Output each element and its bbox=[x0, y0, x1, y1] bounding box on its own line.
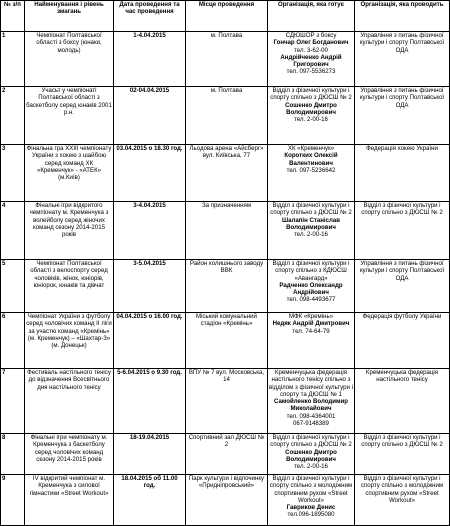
row-number: 9 bbox=[1, 475, 25, 526]
prep-org: Відділ з фізичної культури і спорту спільно з ДЮСШ № 2 bbox=[270, 87, 352, 102]
preparing-org bbox=[268, 202, 355, 260]
event-name: Чемпіонат України з футболу серед чоловічих команд ІІ ліги за участю команд «Кремінь» (м. Кременчук) – «Шахтар-3» (м. Донецьк) bbox=[25, 313, 114, 369]
event-place: Льодова арена «Айсберг» вул. Київська, 77 bbox=[186, 145, 268, 202]
preparing-org bbox=[268, 87, 355, 145]
event-name: ІV відкритий чемпіонат м. Кременчука з силової гімнастики «Street Workout» bbox=[25, 475, 114, 526]
prep-org: Відділ з фізичної культури і спорту спільно з ДЮСШ № 2 bbox=[270, 434, 352, 449]
conducting-org: Федерація футболу України bbox=[355, 313, 450, 369]
table-row bbox=[1, 145, 450, 202]
prep-person: Сошенко Дмитро Володимирович bbox=[285, 448, 337, 463]
event-name: Фінальні ігри відкритого чемпіонату м. Кременчука з волейболу серед жіночих команд сезону 2014-2015 років bbox=[25, 202, 114, 260]
prep-phone: тел. 098-4493677 bbox=[286, 296, 336, 304]
event-place: м. Полтава bbox=[186, 87, 268, 145]
prep-phone: тел. 2-00-16 bbox=[294, 463, 328, 471]
table-row bbox=[1, 313, 450, 369]
event-date: 02-04.04.2015 bbox=[114, 87, 186, 145]
event-name: Чемпіонат Полтавської області з велоспорту серед чоловіків, жінок, юніорів, юніорок, юнаків та дівчат bbox=[25, 260, 114, 313]
event-place: Міський комунальний стадіон «Кремінь» bbox=[186, 313, 268, 369]
conducting-org: Федерація хокею України bbox=[355, 145, 450, 202]
event-place: Спортивний зал ДЮСШ № 2 bbox=[186, 434, 268, 475]
event-place: За призначенням bbox=[186, 202, 268, 260]
event-name: Фінальні ігри чемпіонату м. Кременчука з баскетболу серед чоловічих команд сезону 2014-2015 років bbox=[25, 434, 114, 475]
header-name: Найменування і рівень змагань bbox=[25, 1, 114, 32]
prep-org: Відділ з фізичної культури і спорту спільно з молодіжним спортивним рухом «Street Workout» bbox=[269, 475, 353, 504]
event-date: 18.04.2015 об 11.00 год. bbox=[114, 475, 186, 526]
prep-phone: тел. 2-00-16 bbox=[294, 231, 328, 239]
event-place: м. Полтава bbox=[186, 32, 268, 87]
event-name: Фестиваль настільного тенісу до відзначення Всесвітнього дня настільного тенісу bbox=[25, 369, 114, 434]
header-conducting-org: Організація, яка проводить bbox=[355, 1, 450, 32]
event-date: 3-4.04.2015 bbox=[114, 202, 186, 260]
header-place: Місце проведення bbox=[186, 1, 268, 32]
event-date: 1-4.04.2015 bbox=[114, 32, 186, 87]
row-number: 2 bbox=[1, 87, 25, 145]
event-place: ВПУ № 7 вул. Московська, 14 bbox=[186, 369, 268, 434]
prep-phone-2: 067-9148389 bbox=[293, 420, 329, 428]
header-row bbox=[1, 1, 450, 32]
prep-org: Відділ з фізичної культури і спорту спільно з КДЮСШ «Авангард» bbox=[272, 260, 350, 282]
event-date: 5-6.04.2015 о 9.30 год. bbox=[114, 369, 186, 434]
prep-org: ХК «Кременчук» bbox=[287, 145, 335, 152]
prep-phone: тел. 098-4364001 bbox=[286, 412, 336, 420]
prep-phone: тел. 2-00-16 bbox=[294, 116, 328, 124]
prep-phone: тел. 097-5236642 bbox=[286, 166, 336, 174]
table-row bbox=[1, 475, 450, 526]
prep-phone-2: тел. 097-5536273 bbox=[286, 68, 336, 76]
row-number: 1 bbox=[1, 32, 25, 87]
prep-org: Кременчуцька федерація настільного тенісу спільно з відділом з фізичної культури і спорту та ДЮСШ № 1 bbox=[269, 369, 353, 398]
event-name: Чемпіонат Полтавської області з боксу (юнаки, молодь) bbox=[25, 32, 114, 87]
prep-person: Радченко Олександр Андрійович bbox=[279, 281, 343, 297]
preparing-org bbox=[268, 32, 355, 87]
row-number: 5 bbox=[1, 260, 25, 313]
prep-person: Сошенко Дмитро Володимирович bbox=[285, 101, 337, 116]
preparing-org bbox=[268, 434, 355, 475]
header-preparing-org: Організація, яка готує bbox=[268, 1, 355, 32]
prep-phone: тел. 74-64-79 bbox=[292, 327, 330, 335]
conducting-org: Відділ з фізичної культури і спорту спільно з ДЮСШ № 2 bbox=[355, 434, 450, 475]
prep-phone: тел. 3-62-00 bbox=[294, 46, 328, 54]
prep-person: Гончар Олег Богданович bbox=[273, 39, 349, 47]
prep-org: СДЮШОР з боксу bbox=[285, 32, 337, 39]
conducting-org: Управління з питань фізичної культури і спорту Полтавської ОДА bbox=[355, 260, 450, 313]
preparing-org bbox=[268, 145, 355, 202]
conducting-org: Кременчуцька федерація настільного тенісу bbox=[355, 369, 450, 434]
row-number: 4 bbox=[1, 202, 25, 260]
row-number: 8 bbox=[1, 434, 25, 475]
table-row bbox=[1, 202, 450, 260]
prep-org: Відділ з фізичної культури і спорту спільно з ДЮСШ № 2 bbox=[270, 202, 352, 217]
conducting-org: Відділ з фізичної культури і спорту спільно з ДЮСШ № 2 bbox=[355, 202, 450, 260]
table-row bbox=[1, 260, 450, 313]
prep-person: Коротких Олексій Валентинович bbox=[284, 152, 338, 167]
prep-person: Шалапін Станіслав Володимирович bbox=[281, 216, 341, 231]
header-date: Дата проведення та час проведення bbox=[114, 1, 186, 32]
event-name: Учасьт у чемпіонаті Полтавської області з баскетболу серед юнаків 2001 р.н. bbox=[25, 87, 114, 145]
event-date: 3-5.04.2015 bbox=[114, 260, 186, 313]
event-place: Парк культури і відпочинку «Придніпровський» bbox=[186, 475, 268, 526]
preparing-org bbox=[268, 369, 355, 434]
table-row bbox=[1, 87, 450, 145]
prep-org: МФК «Кремінь» bbox=[288, 313, 334, 320]
event-name: Фінальна гра ХХІІІ чемпіонату України з хокею з шайбою серед команд ХК «Кременчук» - «АТЕК» (м.Київ) bbox=[25, 145, 114, 202]
preparing-org bbox=[268, 260, 355, 313]
event-date: 18-19.04.2015 bbox=[114, 434, 186, 475]
preparing-org bbox=[268, 313, 355, 369]
row-number: 7 bbox=[1, 369, 25, 434]
table-row bbox=[1, 369, 450, 434]
table-row bbox=[1, 32, 450, 87]
conducting-org: Управління з питань фізичної культури і спорту Полтавської ОДА bbox=[355, 87, 450, 145]
header-number: № з/п bbox=[1, 1, 25, 32]
row-number: 3 bbox=[1, 145, 25, 202]
table-row bbox=[1, 434, 450, 475]
prep-phone: тел.096-1895080 bbox=[287, 511, 335, 519]
prep-person: Гавриков Денис bbox=[286, 504, 336, 512]
conducting-org: Відділ з фізичної культури і спорту спільно з молодіжним спортивним рухом «Street Workout» bbox=[355, 475, 450, 526]
preparing-org bbox=[268, 475, 355, 526]
prep-person: Недяк Андрій Дмитрович bbox=[272, 320, 350, 328]
conducting-org: Управління з питань фізичної культури і спорту Полтавської ОДА bbox=[355, 32, 450, 87]
prep-person: Самойленко Володимир Миколайович bbox=[274, 398, 348, 413]
event-date: 03.04.2015 о 18.30 год. bbox=[114, 145, 186, 202]
row-number: 6 bbox=[1, 313, 25, 369]
prep-person-2: Андрійченко Андрій Григорович bbox=[280, 53, 342, 69]
event-date: 04.04.2015 о 16.00 год. bbox=[114, 313, 186, 369]
event-place: Район колишнього заводу ВВК bbox=[186, 260, 268, 313]
